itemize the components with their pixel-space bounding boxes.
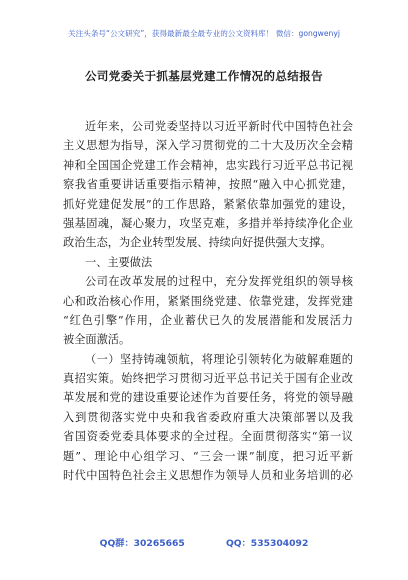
paragraph-line: 政治生态，为企业转型发展、持续向好提供强大支撑。 (63, 236, 332, 250)
paragraph-line: 近年来，公司党委坚持以习近平新时代中国特色社会 (85, 120, 353, 133)
document-body (63, 117, 353, 485)
paragraph-line: 省国资委党委具体要求的全过程。全面贯彻落实“第一议 (63, 430, 353, 444)
paragraph-line: 公司在改革发展的过程中，充分发挥党组织的领导核 (85, 275, 353, 289)
paragraph-line: 革发展和党的建设重要论述作为首要任务，将党的领导融 (63, 391, 353, 405)
paragraph-line: 时代中国特色社会主义思想作为领导人员和业务培训的必 (63, 469, 353, 483)
section-heading: 一、主要做法 (85, 255, 153, 269)
footer-contact (0, 535, 408, 549)
paragraph-line: 入到贯彻落实党中央和我省委政府重大决策部署以及我 (63, 410, 353, 424)
document-title: 公司党委关于抓基层党建工作情况的总结报告 (85, 69, 323, 83)
paragraph-line: 被全面激活。 (63, 333, 131, 347)
footer-qq: QQ：535304092 (226, 538, 309, 549)
paragraph-line: 主义思想为指导，深入学习贯彻党的二十大及历次全会精 (63, 139, 353, 153)
header-banner: 关注头条号“公文研究”，获得最新最全最专业的公文资料库！ 微信：gongwenyj (68, 29, 340, 38)
paragraph-line: 神和全国国企党建工作会精神，忠实践行习近平总书记视 (63, 158, 353, 172)
paragraph-line: 心和政治核心作用，紧紧围绕党建、依靠党建，发挥党建 (63, 294, 353, 308)
footer-qq-group: QQ群：30265665 (99, 538, 185, 549)
paragraph-line: “红色引擎”作用，企业蓄伏已久的发展潜能和发展活力 (63, 313, 353, 327)
paragraph-line: 察我省重要讲话重要指示精神，按照“融入中心抓党建， (63, 178, 353, 192)
paragraph-line: 抓好党建促发展”的工作思路，紧紧依靠加强党的建设， (63, 197, 353, 211)
paragraph-line: 强基固魂，凝心聚力，攻坚克难，多措并举持续净化企业 (63, 216, 353, 230)
subsection-heading-line: （一）坚持铸魂领航，将理论引领转化为破解难题的 (85, 352, 353, 366)
paragraph-line: 题”、理论中心组学习、“三会一课”制度，把习近平新 (63, 449, 353, 463)
paragraph-line: 真招实策。始终把学习贯彻习近平总书记关于国有企业改 (63, 372, 353, 386)
